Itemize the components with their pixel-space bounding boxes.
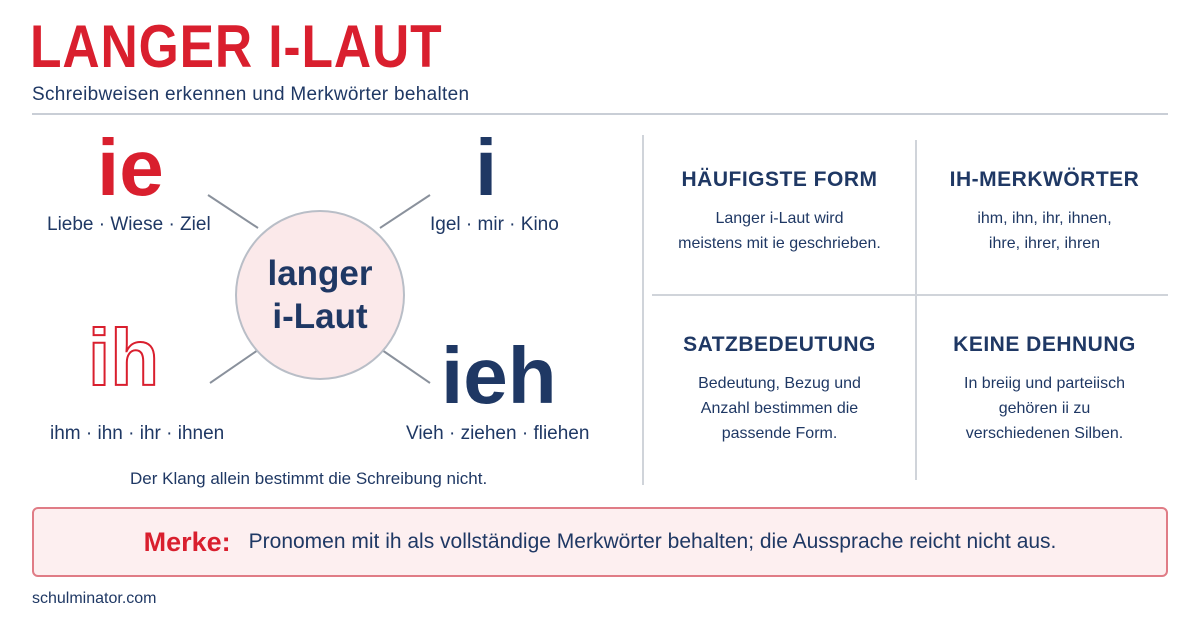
connector-line-ie	[208, 195, 258, 228]
card-text-line: In breiig und parteiisch	[964, 375, 1125, 392]
card-text	[917, 206, 1172, 256]
card-title: HÄUFIGSTE FORM	[681, 168, 878, 191]
examples-ieh: Vieh · ziehen · fliehen	[406, 423, 590, 444]
merke-box	[32, 507, 1168, 577]
card-title: SATZBEDEUTUNG	[683, 333, 876, 356]
spelling-i: i	[475, 123, 498, 212]
connector-line-ih	[210, 350, 258, 383]
card-text-line: Langer i-Laut wird	[715, 210, 844, 227]
center-label-line-1: langer	[267, 254, 373, 293]
card-title: KEINE DEHNUNG	[953, 333, 1136, 356]
center-label-line-2: i-Laut	[272, 297, 368, 336]
card-text-line: ihm, ihn, ihr, ihnen,	[977, 210, 1112, 227]
card-text-line: verschiedenen Silben.	[965, 425, 1124, 442]
examples-i: Igel · mir · Kino	[430, 214, 559, 235]
page-subtitle: Schreibweisen erkennen und Merkwörter behalten	[32, 84, 470, 105]
card-text-line: ihre, ihrer, ihren	[988, 235, 1101, 252]
page-title: LANGER I-LAUT	[30, 13, 443, 80]
spelling-ih: ih	[88, 313, 160, 402]
spelling-ie: ie	[97, 123, 164, 212]
diagram-footnote: Der Klang allein bestimmt die Schreibung nicht.	[130, 469, 488, 488]
card-title: IH-MERKWÖRTER	[949, 168, 1140, 191]
card-ih-merkwoerter	[917, 168, 1172, 256]
center-circle	[235, 210, 405, 380]
card-text-line: passende Form.	[721, 425, 838, 442]
connector-line-i	[380, 195, 430, 228]
card-text-line: gehören ii zu	[998, 400, 1091, 417]
connector-line-ieh	[382, 350, 430, 383]
card-haeufigste-form	[652, 168, 907, 256]
card-text-line: meistens mit ie geschrieben.	[678, 235, 881, 252]
card-text-line: Anzahl bestimmen die	[700, 400, 859, 417]
card-satzbedeutung	[652, 333, 907, 446]
card-keine-dehnung	[917, 333, 1172, 446]
examples-ih: ihm · ihn · ihr · ihnen	[50, 423, 225, 444]
merke-label: Merke:	[143, 526, 231, 557]
merke-text: Pronomen mit ih als vollständige Merkwörter behalten; die Aussprache reicht nicht aus.	[248, 530, 1057, 553]
footer-site: schulminator.com	[32, 590, 157, 607]
card-divider-horizontal	[652, 294, 1168, 296]
card-text-line: Bedeutung, Bezug und	[698, 375, 861, 392]
card-text	[652, 206, 907, 256]
examples-ie: Liebe · Wiese · Ziel	[47, 214, 211, 235]
section-divider-vertical	[642, 135, 644, 485]
card-text	[652, 371, 907, 446]
spelling-ieh: ieh	[441, 331, 557, 420]
card-text	[917, 371, 1172, 446]
